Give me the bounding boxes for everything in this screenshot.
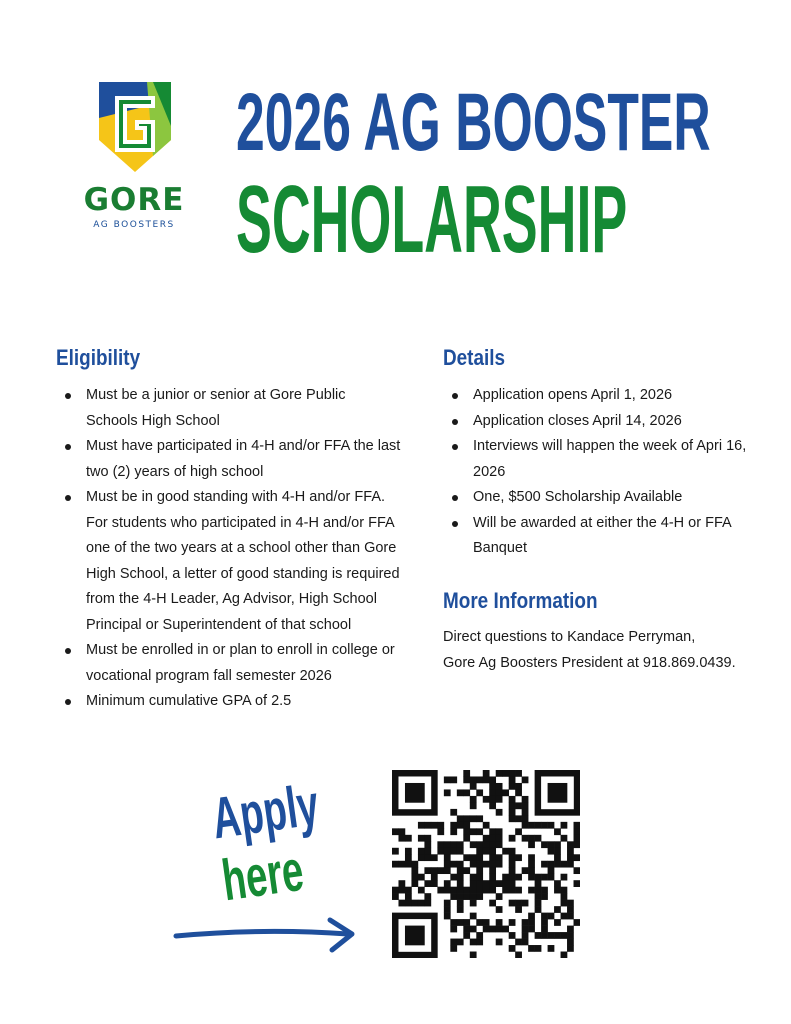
logo-name: GORE bbox=[83, 182, 185, 218]
list-item: Must have participated in 4-H and/or FFA the last two (2) years of high school bbox=[86, 434, 401, 485]
title-line-2: SCHOLARSHIP bbox=[236, 166, 628, 273]
list-item: Must be a junior or senior at Gore Public Schools High School bbox=[86, 383, 401, 434]
list-item: Application opens April 1, 2026 bbox=[473, 383, 773, 409]
list-item: Will be awarded at either the 4-H or FFA Banquet bbox=[473, 511, 773, 562]
list-item: One, $500 Scholarship Available bbox=[473, 485, 773, 511]
logo-subtitle: AG BOOSTERS bbox=[93, 220, 175, 230]
title-line-1: 2026 AG BOOSTER bbox=[236, 77, 711, 168]
here-word: here bbox=[218, 837, 308, 914]
list-item: Must be in good standing with 4-H and/or FFA. For students who participated in 4-H and/or FFA one of the two years at a school other than Gore High School, a letter of good standing is required from the 4-H Leader, Ag Advisor, High School Principal or Superintendent of that school bbox=[86, 485, 401, 638]
details-heading: Details bbox=[443, 345, 506, 370]
more-info-heading: More Information bbox=[443, 588, 598, 613]
more-info-line-2: Gore Ag Boosters President at 918.869.0439. bbox=[443, 655, 736, 671]
eligibility-list bbox=[56, 383, 401, 715]
eligibility-heading: Eligibility bbox=[56, 345, 141, 370]
apply-word: Apply bbox=[208, 772, 323, 852]
list-item: Interviews will happen the week of Apri 16, 2026 bbox=[473, 434, 773, 485]
qr-code-icon[interactable] bbox=[392, 770, 580, 958]
list-item: Minimum cumulative GPA of 2.5 bbox=[86, 689, 401, 715]
shield-g-icon bbox=[95, 78, 175, 174]
page-title bbox=[236, 78, 756, 272]
more-info-text bbox=[443, 624, 773, 676]
gore-ag-boosters-logo bbox=[72, 78, 196, 238]
details-list bbox=[443, 383, 773, 562]
list-item: Must be enrolled in or plan to enroll in college or vocational program fall semester 2026 bbox=[86, 638, 401, 689]
arrow-right-icon bbox=[172, 912, 362, 962]
list-item: Application closes April 14, 2026 bbox=[473, 409, 773, 435]
more-info-line-1: Direct questions to Kandace Perryman, bbox=[443, 629, 696, 645]
